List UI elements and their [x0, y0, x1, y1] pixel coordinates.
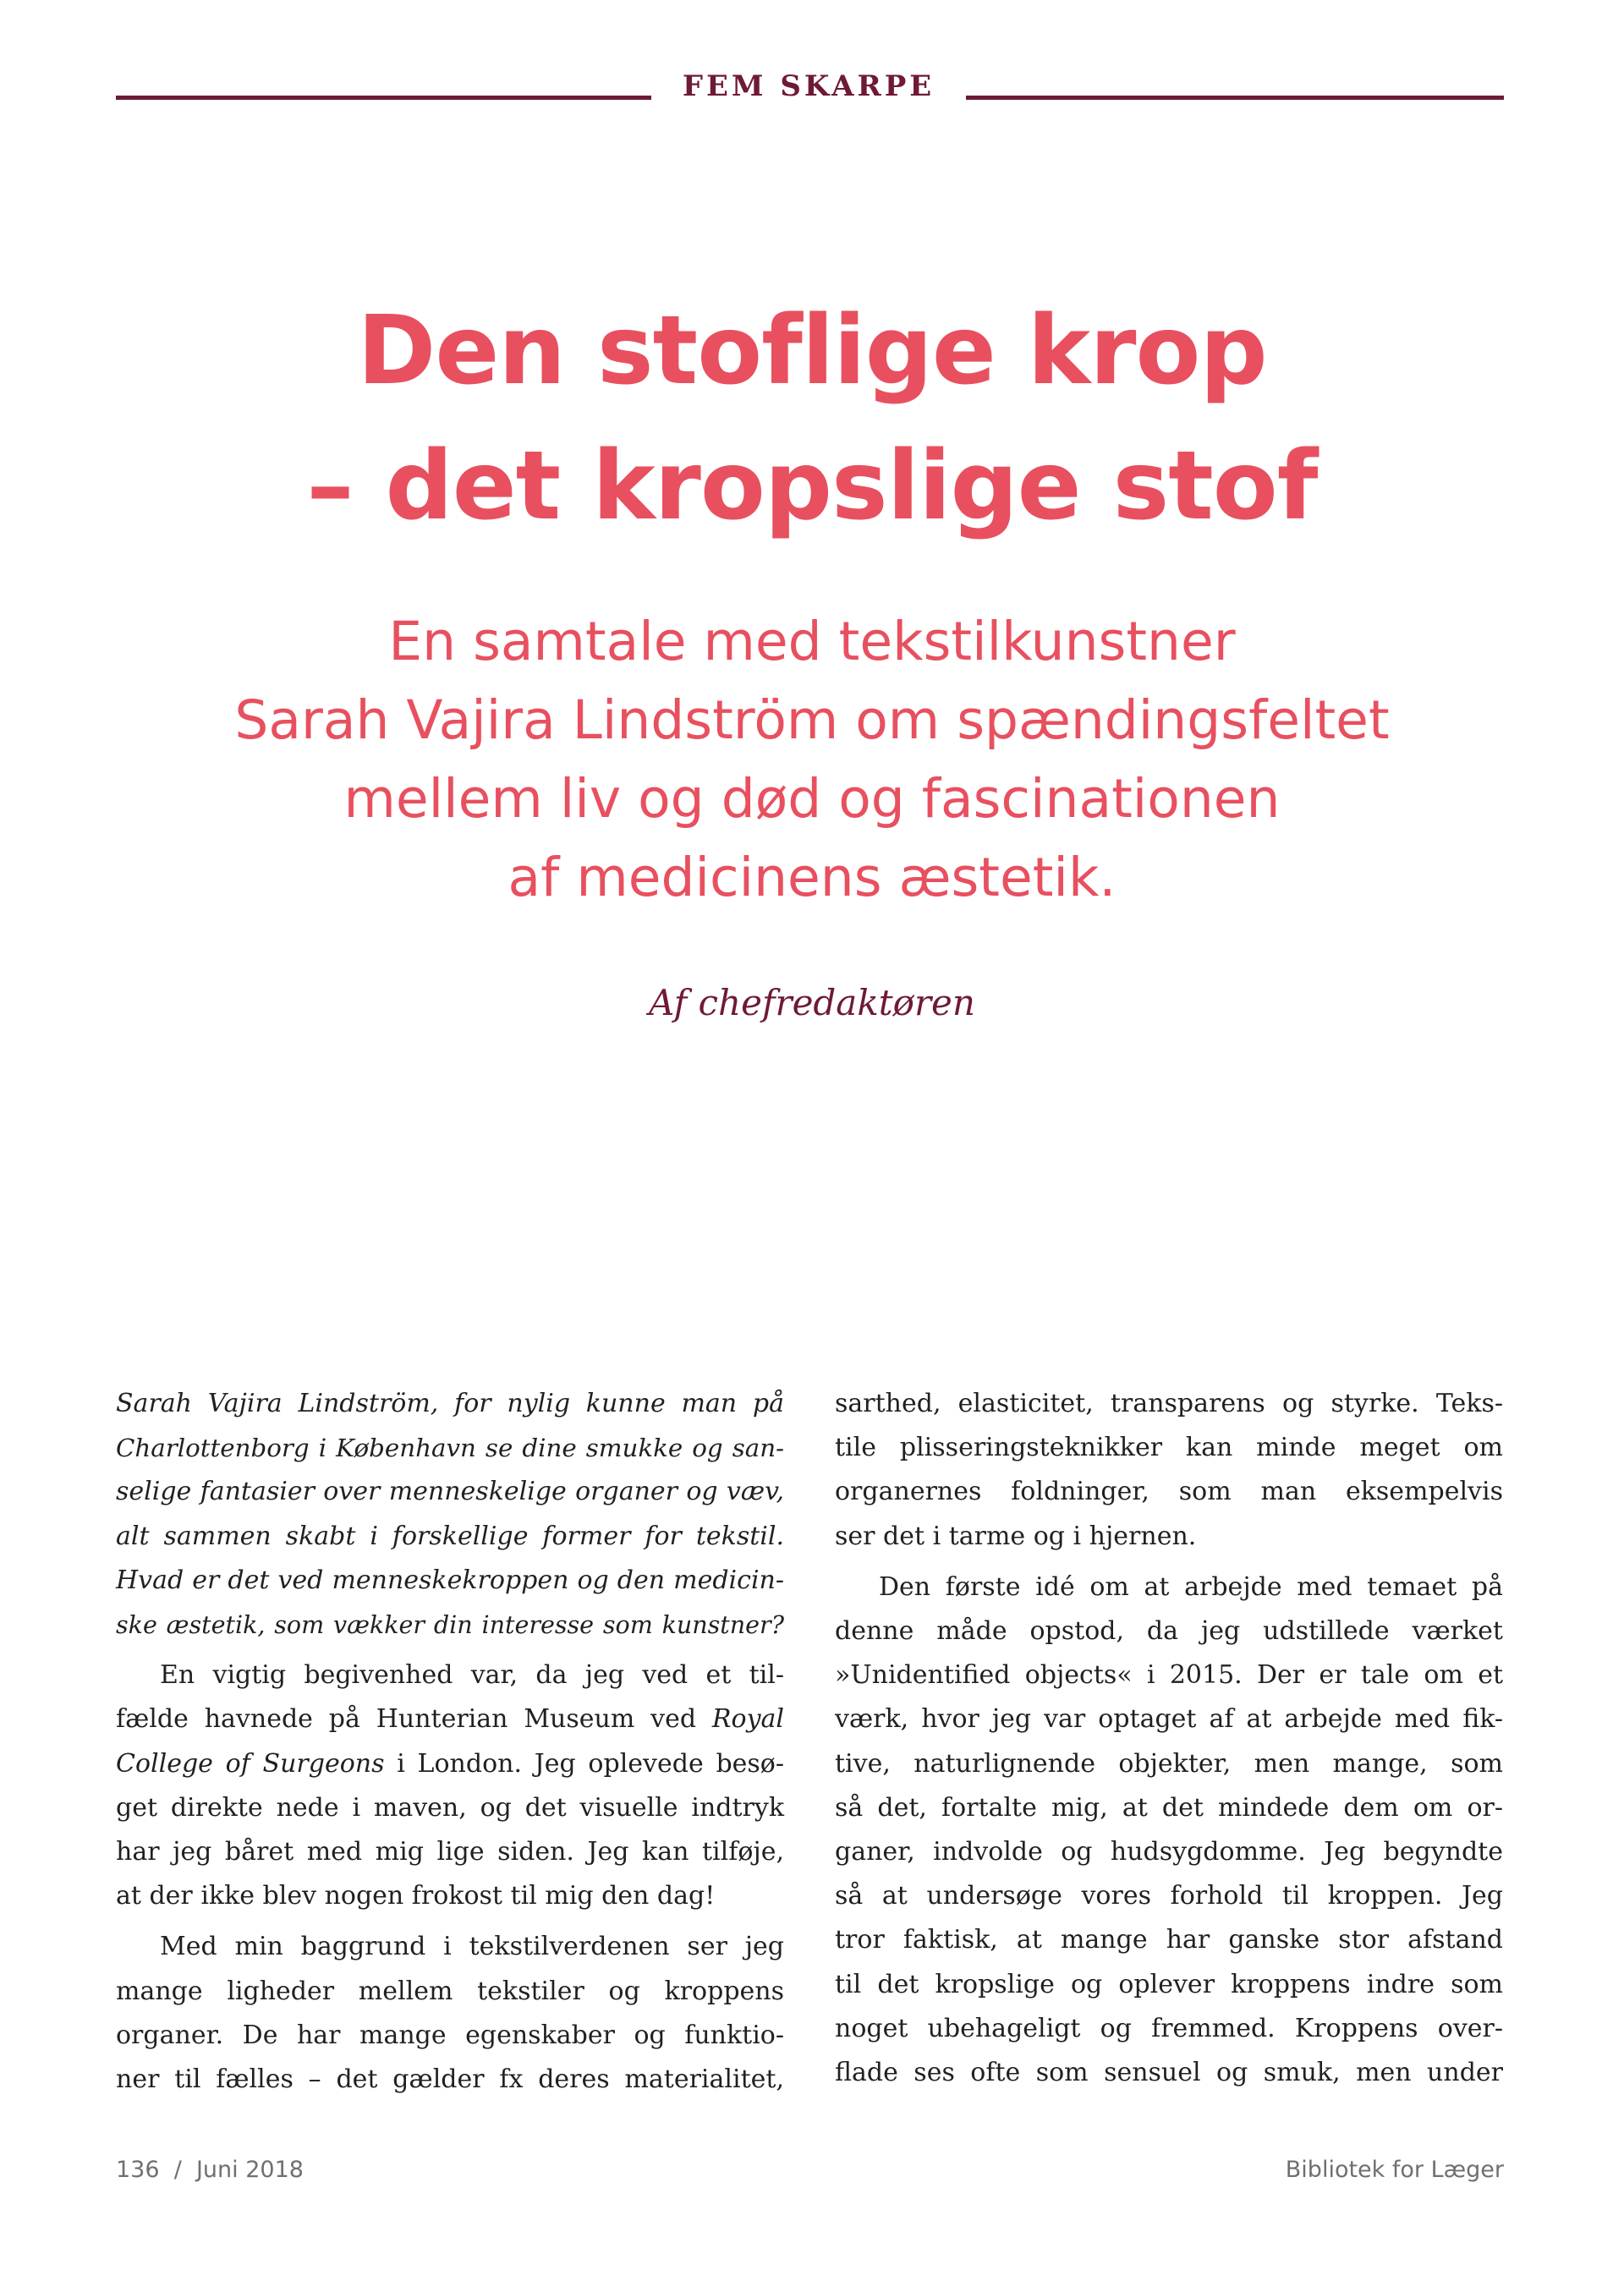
text-line: ner til fælles – det gælder fx deres materialitet, [116, 2064, 784, 2095]
header-rule-right [966, 96, 1504, 100]
text-line: tror faktisk, at mange har ganske stor afstand [835, 1925, 1503, 1955]
section-label: FEM SKARPE [682, 69, 935, 103]
text-line: selige fantasier over menneskelige organer og væv, [116, 1477, 784, 1507]
text-line: Med min baggrund i tekstilverdenen ser jeg [160, 1932, 784, 1962]
text-line: så det, fortalte mig, at det mindede dem om or- [835, 1792, 1503, 1823]
text-line: værk, hvor jeg var optaget af at arbejde med fik- [835, 1704, 1503, 1735]
text-line: »Unidentified objects« i 2015. Der er tale om et [835, 1660, 1503, 1691]
answer-paragraph [116, 1653, 784, 1918]
title-line: Den stoflige krop [357, 296, 1267, 406]
text-line: organer. De har mange egenskaber og funktio- [116, 2020, 784, 2050]
answer-paragraph [835, 1565, 1503, 2095]
text-fragment: fælde havnede på Hunterian Museum ved [116, 1704, 712, 1735]
text-line: sarthed, elasticitet, transparens og styrke. Teks- [835, 1389, 1503, 1418]
text-line: Hvad er det ved menneskekroppen og den medicin- [116, 1565, 784, 1595]
answer-paragraph [835, 1382, 1503, 1559]
page-info: 136 / Juni 2018 [116, 2157, 304, 2183]
article-title [85, 283, 1539, 554]
text-line [116, 1742, 784, 1786]
text-line: mange ligheder mellem tekstiler og kroppens [116, 1976, 784, 2006]
italic-institution-name: College of Surgeons [116, 1748, 385, 1779]
text-line: noget ubehageligt og fremmed. Kroppens over- [835, 2013, 1503, 2043]
text-line: get direkte nede i maven, og det visuelle indtryk [116, 1792, 784, 1823]
text-fragment: i London. Jeg oplevede besø- [384, 1748, 784, 1779]
subtitle-line: Sarah Vajira Lindström om spændingsfeltet [234, 689, 1390, 751]
text-line: Charlottenborg i København se dine smukke og san- [116, 1434, 784, 1463]
interview-question [116, 1382, 784, 1647]
text-line: flade ses ofte som sensuel og smuk, men under [835, 2058, 1503, 2088]
byline: Af chefredaktøren [649, 982, 975, 1023]
subtitle-line: mellem liv og død og fascinationen [343, 768, 1281, 830]
text-line: tile plisseringsteknikker kan minde meget om [835, 1433, 1503, 1463]
text-line: organernes foldninger, som man eksempelvis [835, 1477, 1503, 1507]
text-line [116, 1697, 784, 1741]
text-line: En vigtig begivenhed var, da jeg ved et til- [160, 1660, 784, 1691]
text-line: har jeg båret med mig lige siden. Jeg kan tilføje, [116, 1837, 784, 1867]
subtitle-line: En samtale med tekstilkunstner [388, 611, 1236, 672]
body-column-left [116, 1382, 784, 2102]
text-line: ske æstetik, som vækker din interesse som kunstner? [116, 1610, 784, 1640]
text-line: ser det i tarme og i hjernen. [835, 1521, 1197, 1551]
text-line: Sarah Vajira Lindström, for nylig kunne man på [116, 1389, 784, 1418]
text-line: alt sammen skabt i forskellige former for tekstil. [116, 1521, 784, 1551]
text-line: at der ikke blev nogen frokost til mig den dag! [116, 1881, 716, 1911]
text-line: tive, naturlignende objekter, men mange, som [835, 1748, 1503, 1779]
header-rule-left [116, 96, 651, 100]
article-subtitle [85, 602, 1539, 917]
body-column-right [835, 1382, 1503, 2095]
publication-name: Bibliotek for Læger [1285, 2157, 1504, 2183]
italic-institution-name: Royal [711, 1704, 784, 1735]
text-line: til det kropslige og oplever kroppens indre som [835, 1969, 1503, 1999]
text-line: så at undersøge vores forhold til kroppen. Jeg [835, 1881, 1503, 1911]
subtitle-line: af medicinens æstetik. [508, 847, 1116, 908]
text-line: Den første idé om at arbejde med temaet på [879, 1571, 1503, 1602]
text-line: ganer, indvolde og hudsygdomme. Jeg begyndte [835, 1837, 1503, 1867]
title-line: – det kropslige stof [306, 431, 1318, 541]
text-line: denne måde opstod, da jeg udstillede værket [835, 1616, 1503, 1647]
answer-paragraph [116, 1925, 784, 2102]
